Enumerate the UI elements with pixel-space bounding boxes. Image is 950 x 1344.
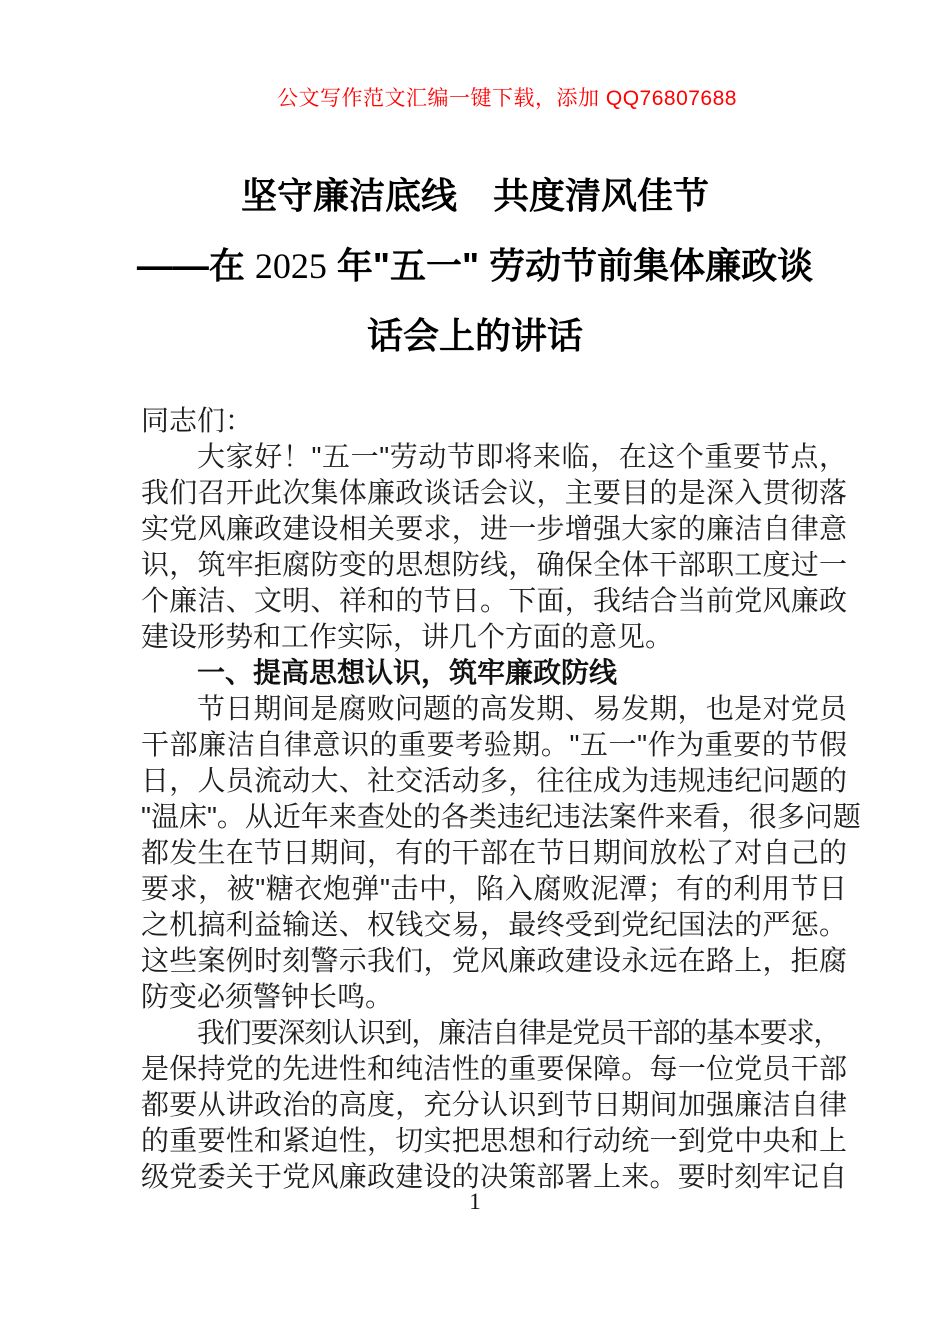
page-number: 1 (469, 1189, 481, 1214)
paragraph-3-line: 都要从讲政治的高度，充分认识到节日期间加强廉洁自律 (141, 1089, 847, 1120)
promo-header-text: 公文写作范文汇编一键下载，添加 QQ76807688 (277, 87, 737, 110)
paragraph-1-line: 大家好！"五一"劳动节即将来临，在这个重要节点， (197, 441, 847, 472)
document-subtitle-line-1: ——在 2025 年"五一" 劳动节前集体廉政谈 (136, 245, 814, 286)
paragraph-3-line: 是保持党的先进性和纯洁性的重要保障。每一位党员干部 (141, 1053, 847, 1084)
document-subtitle-line-2: 话会上的讲话 (366, 315, 583, 356)
salutation-line: 同志们： (141, 405, 254, 436)
paragraph-3-line: 级党委关于党风廉政建设的决策部署上来。要时刻牢记自 (141, 1161, 847, 1192)
paragraph-2-line: 日，人员流动大、社交活动多，往往成为违规违纪问题的 (141, 765, 847, 796)
paragraph-2-line: 防变必须警钟长鸣。 (141, 981, 394, 1012)
document-title: 坚守廉洁底线 共度清风佳节 (240, 175, 709, 216)
paragraph-1-line: 识，筑牢拒腐防变的思想防线，确保全体干部职工度过一 (141, 549, 847, 580)
paragraph-1-line: 建设形势和工作实际，讲几个方面的意见。 (141, 621, 674, 652)
document-body (141, 403, 861, 1195)
latin-numerals: 2025 (254, 246, 327, 286)
paragraph-3-line: 我们要深刻认识到，廉洁自律是党员干部的基本要求， (197, 1017, 841, 1048)
paragraph-2-line: 这些案例时刻警示我们，党风廉政建设永远在路上，拒腐 (141, 945, 847, 976)
section-heading-1-line: 一、提高思想认识，筑牢廉政防线 (197, 657, 618, 688)
paragraph-2-line: 节日期间是腐败问题的高发期、易发期，也是对党员 (197, 693, 847, 724)
paragraph-1-line: 个廉洁、文明、祥和的节日。下面，我结合当前党风廉政 (141, 585, 847, 616)
paragraph-3-line: 的重要性和紧迫性，切实把思想和行动统一到党中央和上 (141, 1125, 847, 1156)
paragraph-2-line: 要求，被"糖衣炮弹"击中，陷入腐败泥潭；有的利用节日 (141, 873, 847, 904)
document-subtitle (0, 231, 950, 370)
paragraph-2-line: "温床"。从近年来查处的各类违纪违法案件来看，很多问题 (141, 801, 861, 832)
paragraph-2-line: 都发生在节日期间，有的干部在节日期间放松了对自己的 (141, 837, 847, 868)
paragraph-1-line: 我们召开此次集体廉政谈话会议，主要目的是深入贯彻落 (141, 477, 847, 508)
paragraph-1-line: 实党风廉政建设相关要求，进一步增强大家的廉洁自律意 (141, 513, 847, 544)
paragraph-2-line: 干部廉洁自律意识的重要考验期。"五一"作为重要的节假 (141, 729, 847, 760)
paragraph-2-line: 之机搞利益输送、权钱交易，最终受到党纪国法的严惩。 (141, 909, 847, 940)
